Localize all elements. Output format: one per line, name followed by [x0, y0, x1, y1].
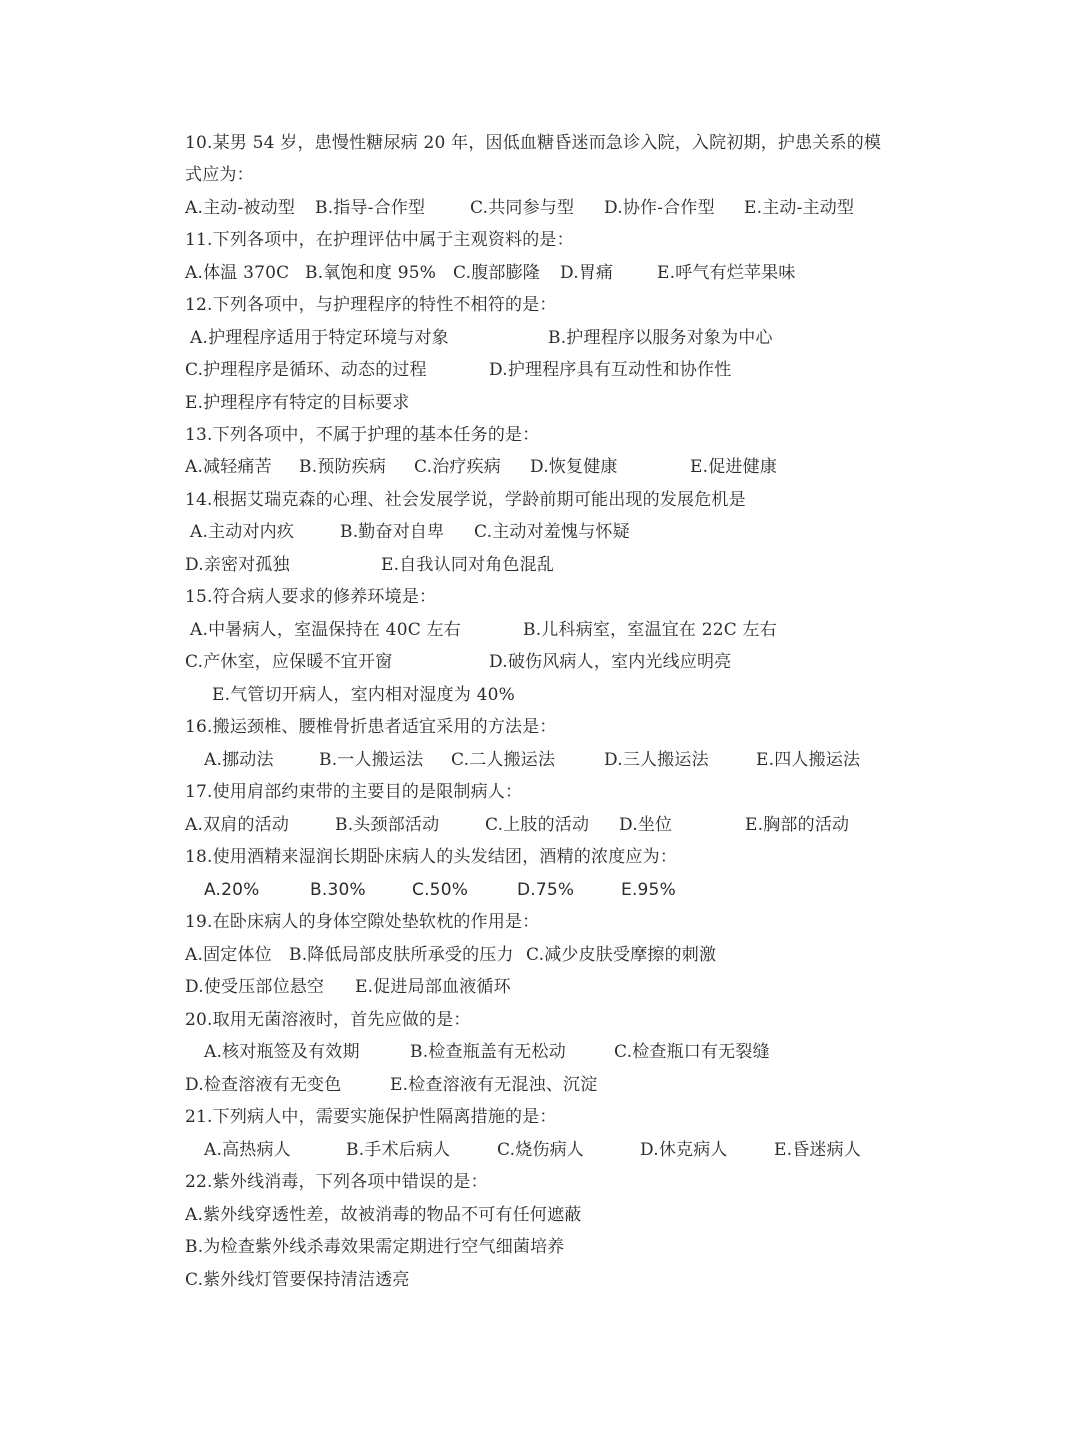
question-21-stem: 21.下列病人中，需要实施保护性隔离措施的是： [185, 1107, 557, 1127]
question-19-option-e: E.促进局部血液循环 [355, 977, 511, 997]
question-19-option-c: C.减少皮肤受摩擦的刺激 [526, 945, 717, 965]
question-18-option-b: B.30% [310, 880, 366, 900]
question-17-option-d: D.坐位 [619, 815, 673, 835]
question-21-option-a: A.高热病人 [204, 1140, 291, 1160]
question-15-stem: 15.符合病人要求的修养环境是： [185, 587, 437, 607]
question-19-stem: 19.在卧床病人的身体空隙处垫软枕的作用是： [185, 912, 540, 932]
question-12-option-a: A.护理程序适用于特定环境与对象 [190, 328, 449, 348]
question-12-option-c: C.护理程序是循环、动态的过程 [185, 360, 427, 380]
question-13-option-b: B.预防疾病 [299, 457, 387, 477]
question-19-option-b: B.降低局部皮肤所承受的压力 [289, 945, 514, 965]
question-14-option-a: A.主动对内疚 [190, 522, 295, 542]
question-18-option-e: E.95% [621, 880, 676, 900]
question-16-option-d: D.三人搬运法 [604, 750, 709, 770]
question-12-stem: 12.下列各项中，与护理程序的特性不相符的是： [185, 295, 557, 315]
question-20-option-c: C.检查瓶口有无裂缝 [614, 1042, 770, 1062]
question-10-stem-line2: 式应为： [185, 165, 254, 185]
question-20-option-b: B.检查瓶盖有无松动 [410, 1042, 566, 1062]
question-11-option-a: A.体温 370C [185, 263, 290, 283]
question-16-stem: 16.搬运颈椎、腰椎骨折患者适宜采用的方法是： [185, 717, 557, 737]
question-16-option-a: A.挪动法 [204, 750, 274, 770]
question-21-option-b: B.手术后病人 [346, 1140, 451, 1160]
question-14-stem: 14.根据艾瑞克森的心理、社会发展学说，学龄前期可能出现的发展危机是 [185, 490, 746, 510]
question-17-stem: 17.使用肩部约束带的主要目的是限制病人： [185, 782, 523, 802]
question-18-option-d: D.75% [517, 880, 575, 900]
question-16-option-e: E.四人搬运法 [756, 750, 861, 770]
question-17-option-b: B.头颈部活动 [335, 815, 440, 835]
question-22-option-c: C.紫外线灯管要保持清洁透亮 [185, 1270, 410, 1290]
question-17-option-c: C.上肢的活动 [485, 815, 590, 835]
question-20-option-e: E.检查溶液有无混浊、沉淀 [390, 1075, 598, 1095]
question-11-option-c: C.腹部膨隆 [453, 263, 541, 283]
question-18-option-a: A.20% [204, 880, 260, 900]
question-12-option-d: D.护理程序具有互动性和协作性 [489, 360, 732, 380]
question-21-option-e: E.昏迷病人 [774, 1140, 862, 1160]
question-22-stem: 22.紫外线消毒，下列各项中错误的是： [185, 1172, 488, 1192]
question-21-option-c: C.烧伤病人 [497, 1140, 585, 1160]
question-15-option-c: C.产休室，应保暖不宜开窗 [185, 652, 393, 672]
question-10-option-b: B.指导-合作型 [315, 198, 426, 218]
question-11-option-b: B.氧饱和度 95% [305, 263, 437, 283]
question-18-option-c: C.50% [412, 880, 469, 900]
question-13-option-a: A.减轻痛苦 [185, 457, 272, 477]
question-13-stem: 13.下列各项中，不属于护理的基本任务的是： [185, 425, 540, 445]
question-10-option-d: D.协作-合作型 [604, 198, 715, 218]
question-11-option-d: D.胃痛 [560, 263, 614, 283]
question-14-option-e: E.自我认同对角色混乱 [381, 555, 555, 575]
question-16-option-b: B.一人搬运法 [319, 750, 424, 770]
question-15-option-b: B.儿科病室，室温宜在 22C 左右 [523, 620, 777, 640]
question-20-option-d: D.检查溶液有无变色 [185, 1075, 342, 1095]
question-15-option-a: A.中暑病人，室温保持在 40C 左右 [190, 620, 461, 640]
question-13-option-d: D.恢复健康 [530, 457, 618, 477]
question-10-option-c: C.共同参与型 [470, 198, 575, 218]
question-22-option-a: A.紫外线穿透性差，故被消毒的物品不可有任何遮蔽 [185, 1205, 582, 1225]
question-16-option-c: C.二人搬运法 [451, 750, 556, 770]
question-11-stem: 11.下列各项中，在护理评估中属于主观资料的是： [185, 230, 574, 250]
question-20-stem: 20.取用无菌溶液时，首先应做的是： [185, 1010, 471, 1030]
question-17-option-a: A.双肩的活动 [185, 815, 290, 835]
question-19-option-d: D.使受压部位悬空 [185, 977, 325, 997]
question-10-option-a: A.主动-被动型 [185, 198, 296, 218]
question-10-option-e: E.主动-主动型 [744, 198, 855, 218]
question-12-option-b: B.护理程序以服务对象为中心 [548, 328, 773, 348]
question-20-option-a: A.核对瓶签及有效期 [204, 1042, 360, 1062]
question-15-option-e: E.气管切开病人，室内相对湿度为 40% [212, 685, 516, 705]
question-12-option-e: E.护理程序有特定的目标要求 [185, 393, 410, 413]
question-10-stem-line1: 10.某男 54 岁，患慢性糖尿病 20 年，因低血糖昏迷而急诊入院，入院初期，护患关系的模 [185, 133, 882, 153]
question-14-option-b: B.勤奋对自卑 [340, 522, 445, 542]
question-22-option-b: B.为检查紫外线杀毒效果需定期进行空气细菌培养 [185, 1237, 565, 1257]
question-13-option-c: C.治疗疾病 [414, 457, 502, 477]
question-19-option-a: A.固定体位 [185, 945, 272, 965]
question-17-option-e: E.胸部的活动 [745, 815, 850, 835]
question-11-option-e: E.呼气有烂苹果味 [657, 263, 796, 283]
question-13-option-e: E.促进健康 [690, 457, 778, 477]
question-14-option-c: C.主动对羞愧与怀疑 [474, 522, 630, 542]
question-14-option-d: D.亲密对孤独 [185, 555, 290, 575]
question-18-stem: 18.使用酒精来湿润长期卧床病人的头发结团，酒精的浓度应为： [185, 847, 678, 867]
question-15-option-d: D.破伤风病人，室内光线应明亮 [489, 652, 732, 672]
question-21-option-d: D.休克病人 [640, 1140, 728, 1160]
